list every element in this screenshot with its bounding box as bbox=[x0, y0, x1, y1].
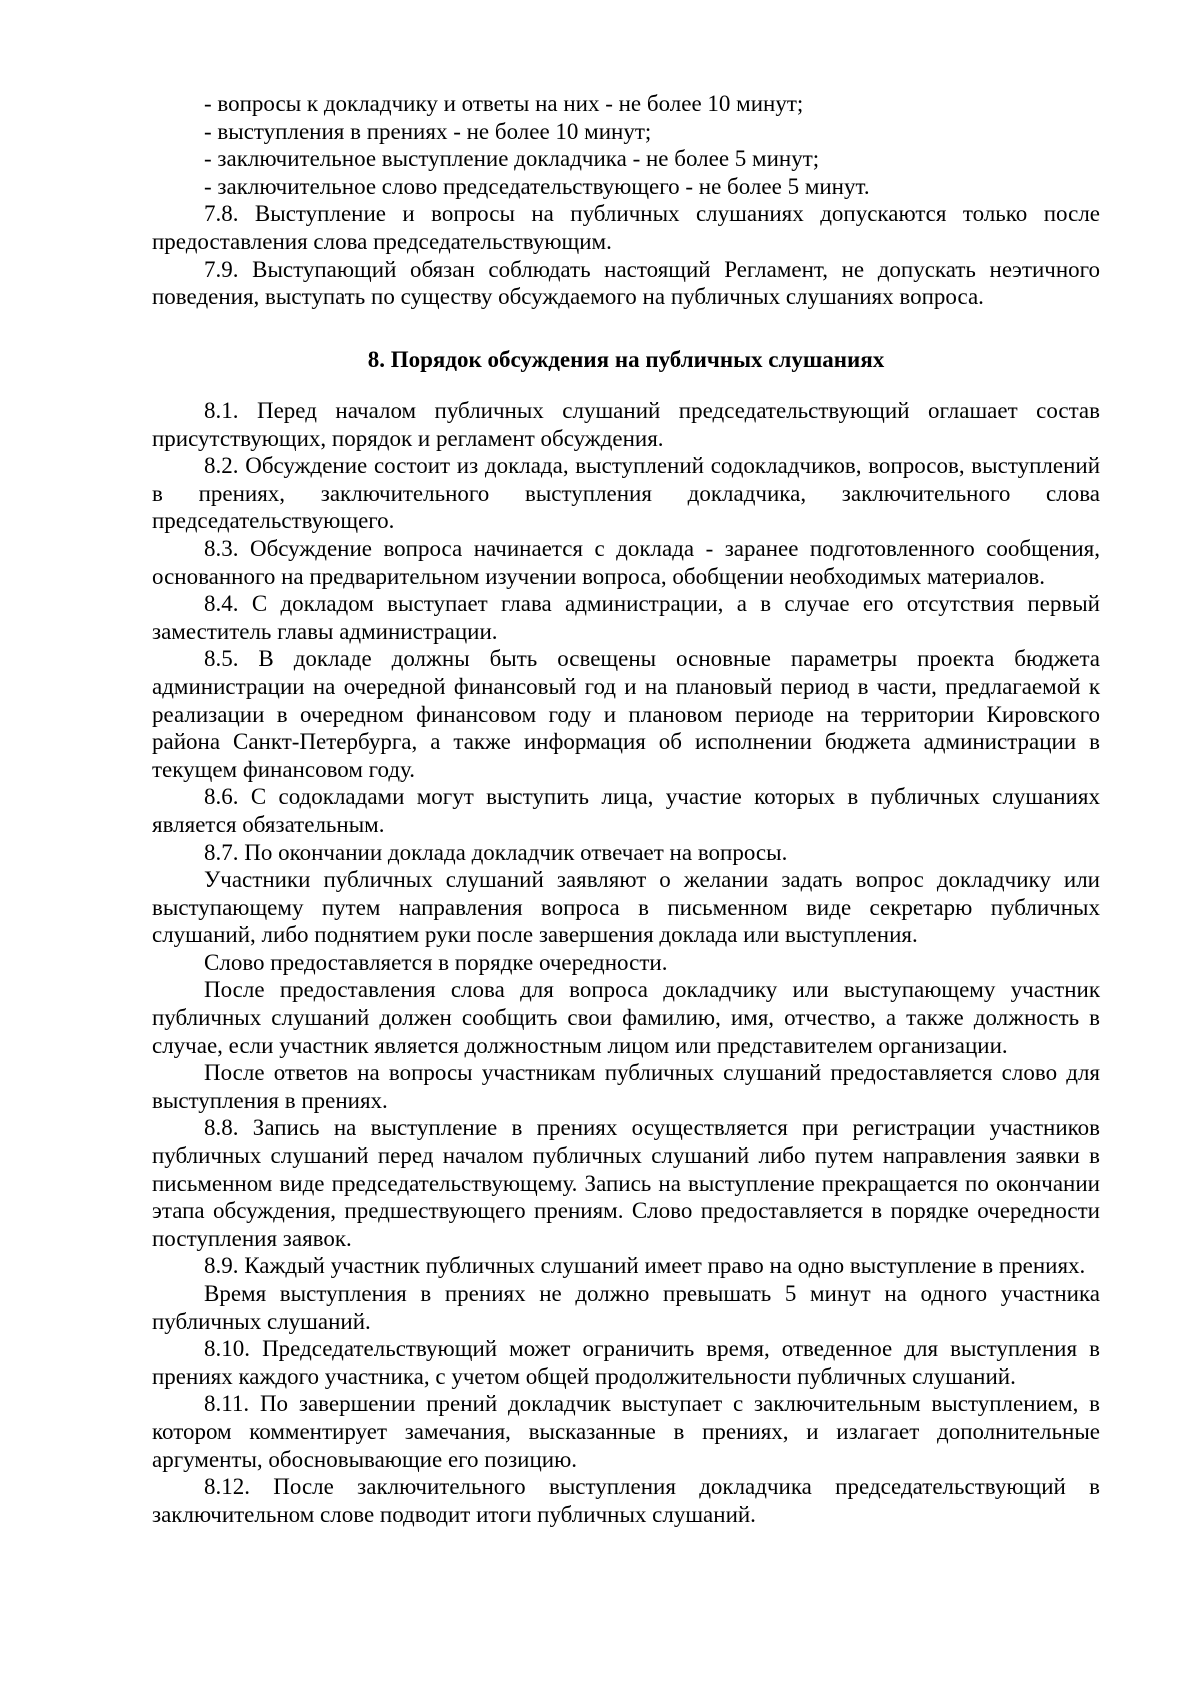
list-item: - выступления в прениях - не более 10 минут; bbox=[204, 118, 652, 144]
list-item: - вопросы к докладчику и ответы на них - не более 10 минут; bbox=[204, 91, 804, 116]
list-item: - заключительное выступление докладчика - не более 5 минут; bbox=[204, 146, 820, 172]
paragraph-8-12: 8.12. После заключительного выступления докладчика председательствующий в заключительном слове подводит итоги публичных слушаний. bbox=[152, 1474, 1100, 1527]
section-8-body bbox=[152, 397, 1100, 1528]
paragraph-8-5: 8.5. В докладе должны быть освещены основные параметры проекта бюджета администрации на очередной финансовый год и на плановый период в части, предлагаемой к реализации в очередном финансовом году и плановом периоде на территории Кировского района Санкт-Петербурга, а также информация об исполнении бюджета администрации в текущем финансовом году. bbox=[152, 646, 1100, 782]
paragraph-8-10: 8.10. Председательствующий может ограничить время, отведенное для выступления в прениях каждого участника, с учетом общей продолжительности публичных слушаний. bbox=[152, 1336, 1100, 1389]
paragraph-8-11: 8.11. По завершении прений докладчик выступает с заключительным выступлением, в котором комментирует замечания, высказанные в прениях, и излагает дополнительные аргументы, обосновывающие его позицию. bbox=[152, 1391, 1100, 1472]
top-text-block bbox=[152, 90, 1100, 311]
paragraph-8-6: 8.6. С содокладами могут выступить лица, участие которых в публичных слушаниях является обязательным. bbox=[152, 784, 1100, 837]
paragraph-8-3: 8.3. Обсуждение вопроса начинается с доклада - заранее подготовленного сообщения, основанного на предварительном изучении вопроса, обобщении необходимых материалов. bbox=[152, 535, 1100, 589]
paragraph-order: Слово предоставляется в порядке очередности. bbox=[204, 949, 668, 975]
paragraph-time-limit: Время выступления в прениях не должно превышать 5 минут на одного участника публичных слушаний. bbox=[152, 1281, 1100, 1334]
paragraph-8-1: 8.1. Перед началом публичных слушаний председательствующий оглашает состав присутствующих, порядок и регламент обсуждения. bbox=[152, 398, 1100, 451]
paragraph-7-9: 7.9. Выступающий обязан соблюдать настоящий Регламент, не допускать неэтичного поведения, выступать по существу обсуждаемого на публичных слушаниях вопроса. bbox=[152, 256, 1100, 310]
paragraph-8-4: 8.4. С докладом выступает глава администрации, а в случае его отсутствия первый заместитель главы администрации. bbox=[152, 591, 1100, 644]
paragraph-7-8: 7.8. Выступление и вопросы на публичных слушаниях допускаются только после предоставления слова председательствующим. bbox=[152, 201, 1100, 254]
paragraph-debate-start: После ответов на вопросы участникам публичных слушаний предоставляется слово для выступления в прениях. bbox=[152, 1060, 1100, 1113]
paragraph-8-9: 8.9. Каждый участник публичных слушаний имеет право на одно выступление в прениях. bbox=[204, 1253, 1086, 1279]
list-item: - заключительное слово председательствующего - не более 5 минут. bbox=[204, 173, 870, 199]
paragraph-questions: Участники публичных слушаний заявляют о желании задать вопрос докладчику или выступающему путем направления вопроса в письменном виде секретарю публичных слушаний, либо поднятием руки после завершения доклада или выступления. bbox=[152, 867, 1100, 948]
section-heading: 8. Порядок обсуждения на публичных слушаниях bbox=[367, 347, 885, 372]
paragraph-identification: После предоставления слова для вопроса докладчику или выступающему участник публичных слушаний должен сообщить свои фамилию, имя, отчество, а также должность в случае, если участник является должностным лицом или представителем организации. bbox=[152, 977, 1100, 1058]
paragraph-8-2: 8.2. Обсуждение состоит из доклада, выступлений содокладчиков, вопросов, выступлений в прениях, заключительного выступления докладчика, заключительного слова председательствующего. bbox=[152, 453, 1100, 534]
paragraph-8-7: 8.7. По окончании доклада докладчик отвечает на вопросы. bbox=[204, 839, 788, 865]
paragraph-8-8: 8.8. Запись на выступление в прениях осуществляется при регистрации участников публичных слушаний перед началом публичных слушаний либо путем направления заявки в письменном виде председательствующему. Запись на выступление прекращается по окончании этапа обсуждения, предшествующего прениям. Слово предоставляется в порядке очередности поступления заявок. bbox=[152, 1115, 1100, 1251]
